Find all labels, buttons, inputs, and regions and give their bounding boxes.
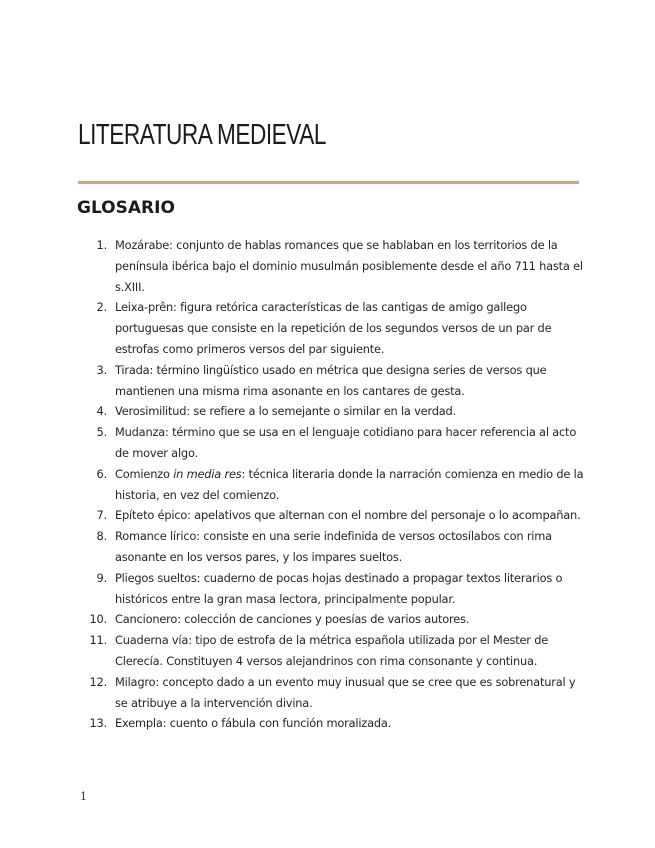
page-number: 1 (80, 790, 87, 803)
glossary-item (77, 464, 587, 506)
glossary-definition: conjunto de hablas romances que se hablaban en los territorios de la península ibérica bajo el dominio musulmán posiblemente desde el año 711 hasta el s.XIII. (115, 238, 583, 294)
glossary-item (77, 526, 587, 568)
term-separator: : (155, 674, 163, 689)
glossary-item (77, 360, 587, 402)
term-separator: : (196, 570, 204, 585)
glossary-term: Pliegos sueltos (115, 570, 197, 585)
term-separator: : (177, 612, 185, 627)
glossary-definition: apelativos que alternan con el nombre del personaje o lo acompañan. (194, 508, 581, 523)
glossary-definition: figura retórica características de las cantigas de amigo gallego portuguesas que consiste en la repetición de los segundos versos de un par de estrofas como primeros versos del par siguiente. (115, 300, 552, 356)
glossary-item (77, 422, 587, 464)
glossary-definition: técnica literaria donde la narración comienza en medio de la historia, en vez del comienzo. (115, 466, 584, 502)
glossary-definition: cuaderno de pocas hojas destinado a propagar textos literarios o históricos entre la gran masa lectora, principalmente popular. (115, 570, 563, 606)
term-separator: : (241, 466, 249, 481)
glossary-list (77, 235, 587, 734)
term-separator: : (187, 508, 195, 523)
glossary-definition: se refiere a lo semejante o similar en la verdad. (193, 404, 457, 419)
glossary-item (77, 713, 587, 734)
glossary-definition: colección de canciones y poesías de varios autores. (184, 612, 470, 627)
term-separator: : (196, 529, 204, 544)
italic-phrase: in media res (173, 466, 242, 481)
item-number: 3. (96, 362, 107, 377)
glossary-term: Romance lírico (115, 529, 197, 544)
term-separator: : (162, 716, 170, 731)
term-separator: : (173, 300, 181, 315)
item-number: 9. (96, 570, 107, 585)
item-number: 1. (96, 238, 107, 252)
glossary-term: Comienzo (115, 466, 174, 481)
term-separator: : (186, 404, 194, 419)
item-number: 8. (96, 529, 107, 544)
glossary-definition: término que se usa en el lenguaje cotidiano para hacer referencia al acto de mover algo. (115, 425, 577, 460)
term-separator: : (165, 425, 173, 440)
glossary-term: Verosimilitud (115, 404, 187, 419)
item-number: 12. (89, 674, 107, 689)
glossary-term: Cancionero (115, 612, 178, 627)
item-number: 10. (89, 612, 107, 627)
item-number: 7. (96, 508, 107, 523)
item-number: 13. (89, 716, 107, 731)
glossary-item (77, 235, 587, 297)
glossary-item (77, 505, 587, 526)
glossary-definition: concepto dado a un evento muy inusual que se cree que es sobrenatural y se atribuye a la intervención divina. (115, 674, 576, 710)
glossary-term: Mozárabe (115, 238, 170, 252)
glossary-item (77, 401, 587, 422)
term-separator: : (169, 238, 177, 252)
glossary-term: Milagro (115, 674, 156, 689)
term-separator: : (149, 362, 157, 377)
section-heading: GLOSARIO (77, 198, 175, 218)
glossary-term: Epíteto épico (115, 508, 188, 523)
item-number: 11. (89, 633, 107, 648)
glossary-item (77, 630, 587, 672)
glossary-definition: consiste en una serie indefinida de versos octosílabos con rima asonante en los versos pares, y los impares sueltos. (115, 529, 552, 564)
glossary-item (77, 297, 587, 359)
glossary-term: Mudanza (115, 425, 166, 440)
glossary-term: Tirada (115, 362, 150, 377)
item-number: 6. (96, 466, 107, 481)
term-separator: : (188, 633, 196, 648)
glossary-definition: término lingüístico usado en métrica que designa series de versos que mantienen una misma rima asonante en los cantares de gesta. (115, 362, 547, 398)
glossary-item (77, 609, 587, 630)
glossary-definition: cuento o fábula con función moralizada. (169, 716, 392, 731)
document-title: LITERATURA MEDIEVAL (78, 119, 326, 151)
glossary-term: Cuaderna vía (115, 633, 189, 648)
glossary-definition: tipo de estrofa de la métrica española utilizada por el Mester de Clerecía. Constituyen 4 versos alejandrinos con rima consonante y continua. (115, 633, 549, 668)
glossary-item (77, 672, 587, 714)
item-number: 5. (96, 425, 107, 440)
title-divider (78, 181, 579, 184)
glossary-term: Exempla (115, 716, 163, 731)
item-number: 4. (96, 404, 107, 419)
glossary-term: Leixa-prên (115, 300, 174, 315)
glossary-item (77, 568, 587, 610)
item-number: 2. (96, 300, 107, 315)
